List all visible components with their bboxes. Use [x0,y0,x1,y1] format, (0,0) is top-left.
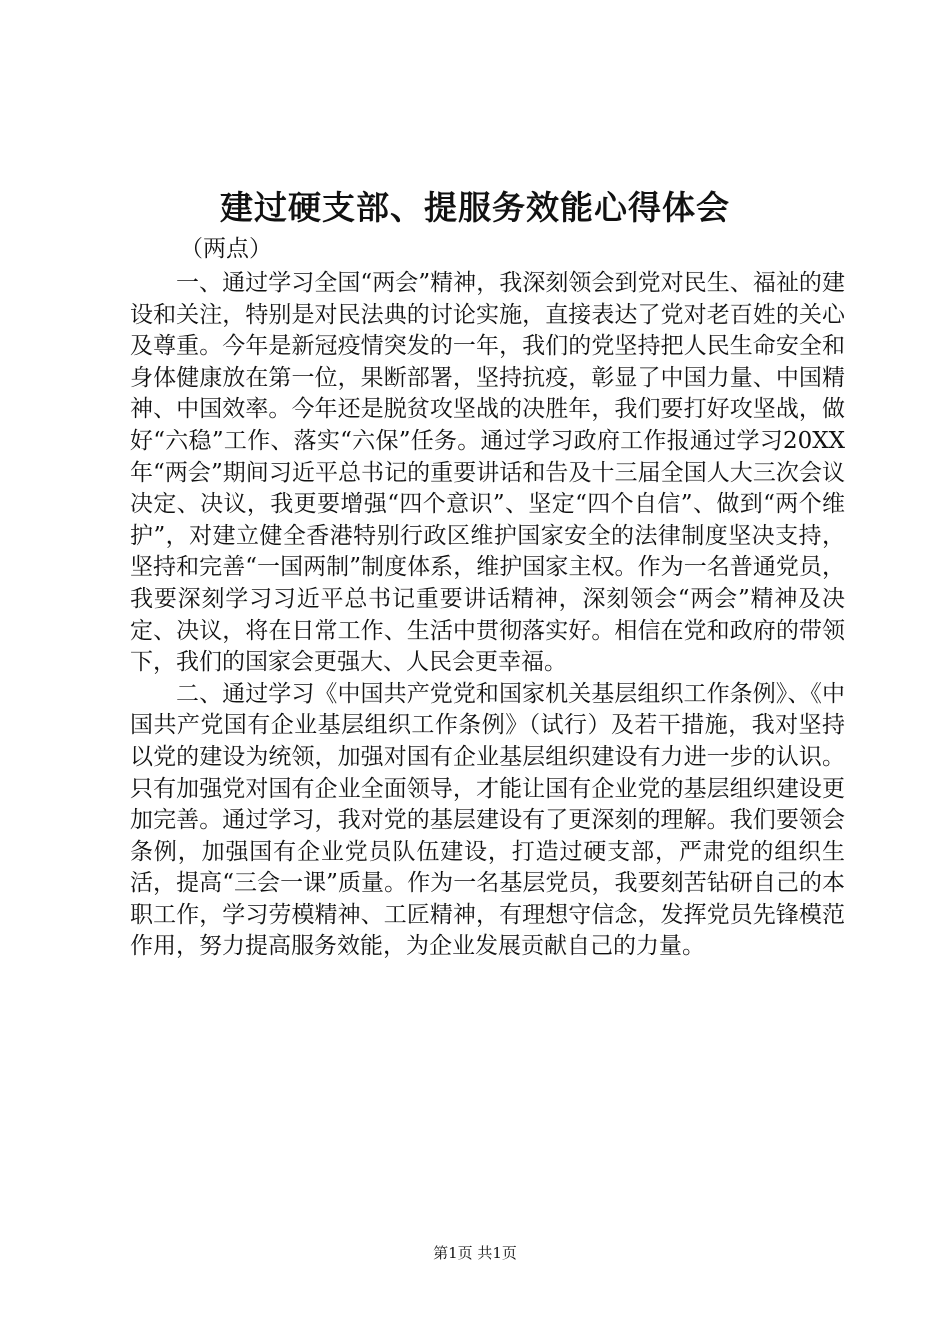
document-subtitle: （两点） [180,236,272,262]
paragraph-one: 一、通过学习全国“两会”精神，我深刻领会到党对民生、福祉的建设和关注，特别是对民法典的讨论实施，直接表达了党对老百姓的关心及尊重。今年是新冠疫情突发的一年，我们的党坚持把人民生命安全和身体健康放在第一位，果断部署，坚持抗疫，彰显了中国力量、中国精神、中国效率。今年还是脱贫攻坚战的决胜年，我们要打好攻坚战，做好“六稳”工作、落实“六保”任务。通过学习政府工作报通过学习20XX年“两会”期间习近平总书记的重要讲话和告及十三届全国人大三次会议决定、决议，我更要增强“四个意识”、坚定“四个自信”、做到“两个维护”，对建立健全香港特别行政区维护国家安全的法律制度坚决支持，坚持和完善“一国两制”制度体系，维护国家主权。作为一名普通党员，我要深刻学习习近平总书记重要讲话精神，深刻领会“两会”精神及决定、决议，将在日常工作、生活中贯彻落实好。相信在党和政府的带领下，我们的国家会更强大、人民会更幸福。 [130,270,845,676]
document-body [130,268,845,963]
paragraph-two: 二、通过学习《中国共产党党和国家机关基层组织工作条例》、《中国共产党国有企业基层组织工作条例》（试行）及若干措施，我对坚持以党的建设为统领，加强对国有企业基层组织建设有力进一步的认识。只有加强党对国有企业全面领导，才能让国有企业党的基层组织建设更加完善。通过学习，我对党的基层建设有了更深刻的理解。我们要领会条例，加强国有企业党员队伍建设，打造过硬支部，严肃党的组织生活，提高“三会一课”质量。作为一名基层党员，我要刻苦钻研自己的本职工作，学习劳模精神、工匠精神，有理想守信念，发挥党员先锋模范作用，努力提高服务效能，为企业发展贡献自己的力量。 [130,680,845,960]
document-title: 建过硬支部、提服务效能心得体会 [220,188,730,227]
page-footer: 第1页 共1页 [433,1244,517,1262]
